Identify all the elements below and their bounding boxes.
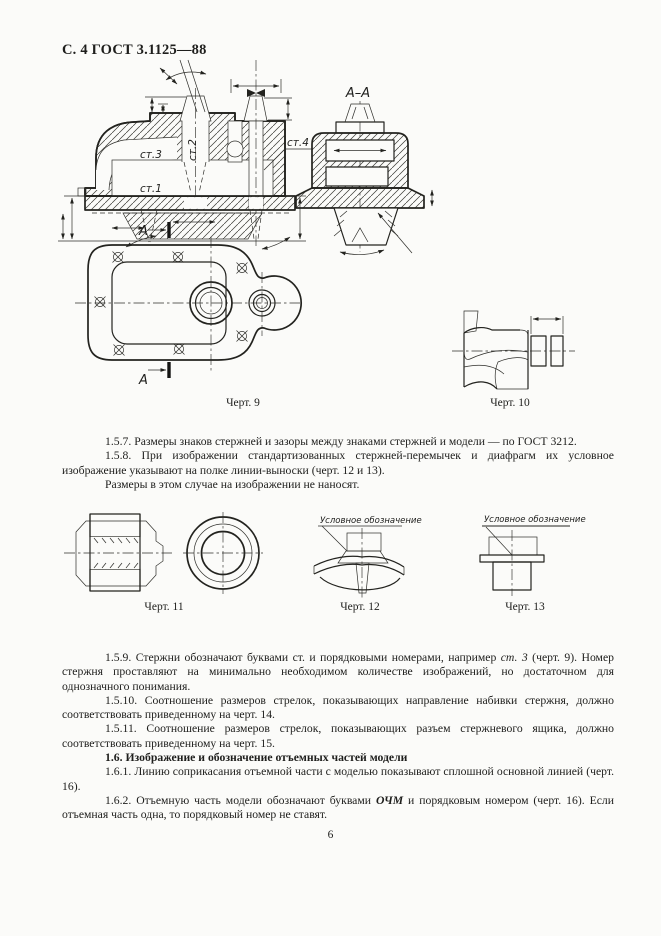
para-1-5-8-note: Размеры в этом случае на изображении не наносят. <box>105 477 360 491</box>
figure-10-drawing <box>452 311 575 409</box>
label-section-AA: А–А <box>345 86 371 101</box>
label-st3: ст.3 <box>140 149 162 161</box>
elbow-section-drawing <box>58 60 313 249</box>
para-1-6-2 <box>62 794 614 823</box>
figure-11-caption: Черт. 11 <box>144 601 184 613</box>
figure-13-caption: Черт. 13 <box>505 601 545 613</box>
figure-11-drawing <box>64 512 263 613</box>
heading-1-6: 1.6. Изображение и обозначение отъемных частей модели <box>105 751 408 765</box>
para-1-6-2-ochm: ОЧМ <box>375 793 404 807</box>
para-1-5-9-core-ref: ст. 3 <box>500 651 528 664</box>
label-st4: ст.4 <box>287 137 309 149</box>
paragraph-block-1 <box>62 435 614 492</box>
figure-13-drawing <box>480 515 586 613</box>
page-number: 6 <box>327 829 334 841</box>
figure-block-middle <box>0 500 661 625</box>
para-1-6-1: 1.6.1. Линию соприкасания отъемной части с моделью показывают сплошной основной линией (черт. 16). <box>62 765 614 793</box>
page-header: С. 4 ГОСТ 3.1125—88 <box>62 42 207 58</box>
figure-12-callout: Условное обозначение <box>320 516 422 526</box>
label-cut-A-top: А <box>139 224 148 239</box>
para-1-5-9-lead: 1.5.9. Стержни обозначают буквами ст. и порядковыми номерами, например <box>105 651 501 664</box>
figure-12-drawing <box>314 516 422 613</box>
figure-12-caption: Черт. 12 <box>340 601 380 613</box>
para-1-5-10: 1.5.10. Соотношение размеров стрелок, показывающих направление набивки стержня, должно соответствовать приведенному на черт. 14. <box>62 693 614 722</box>
section-AA-drawing <box>296 86 432 255</box>
figure-10-caption: Черт. 10 <box>490 397 530 409</box>
label-st2: ст.2 <box>187 139 199 161</box>
para-1-5-9 <box>62 651 614 694</box>
paragraph-block-2 <box>62 651 614 823</box>
figure-9-caption: Черт. 9 <box>226 397 260 409</box>
para-1-6-2-lead: 1.6.2. Отъемную часть модели обозначают буквами <box>105 793 376 807</box>
label-cut-A-bottom: А <box>139 373 148 388</box>
para-1-5-11: 1.5.11. Соотношение размеров стрелок, показывающих разъем стержневого ящика, должно соответствовать приведенному на черт. 15. <box>62 722 614 750</box>
figure-block-top <box>0 58 661 415</box>
figure-13-callout: Условное обозначение <box>484 515 586 525</box>
para-1-5-9-tail: (черт. 9). Номер стержня проставляют на минимально необходимом количестве изображений, но достаточном для однозначного понимания. <box>62 651 614 693</box>
label-st1: ст.1 <box>140 183 162 195</box>
para-1-5-8: 1.5.8. При изображении стандартизованных стержней-перемычек и диафрагм их условное изображение указывают на полке линии-выноски (черт. 12 и 13). <box>62 449 614 477</box>
para-1-5-7: 1.5.7. Размеры знаков стержней и зазоры между знаками стержней и модели — по ГОСТ 3212. <box>105 435 577 448</box>
para-1-6-2-tail: и порядковым номером (черт. 16). Если отъемная часть одна, то порядковый номер не ставят. <box>62 793 614 822</box>
figure-9-drawing <box>75 237 301 409</box>
